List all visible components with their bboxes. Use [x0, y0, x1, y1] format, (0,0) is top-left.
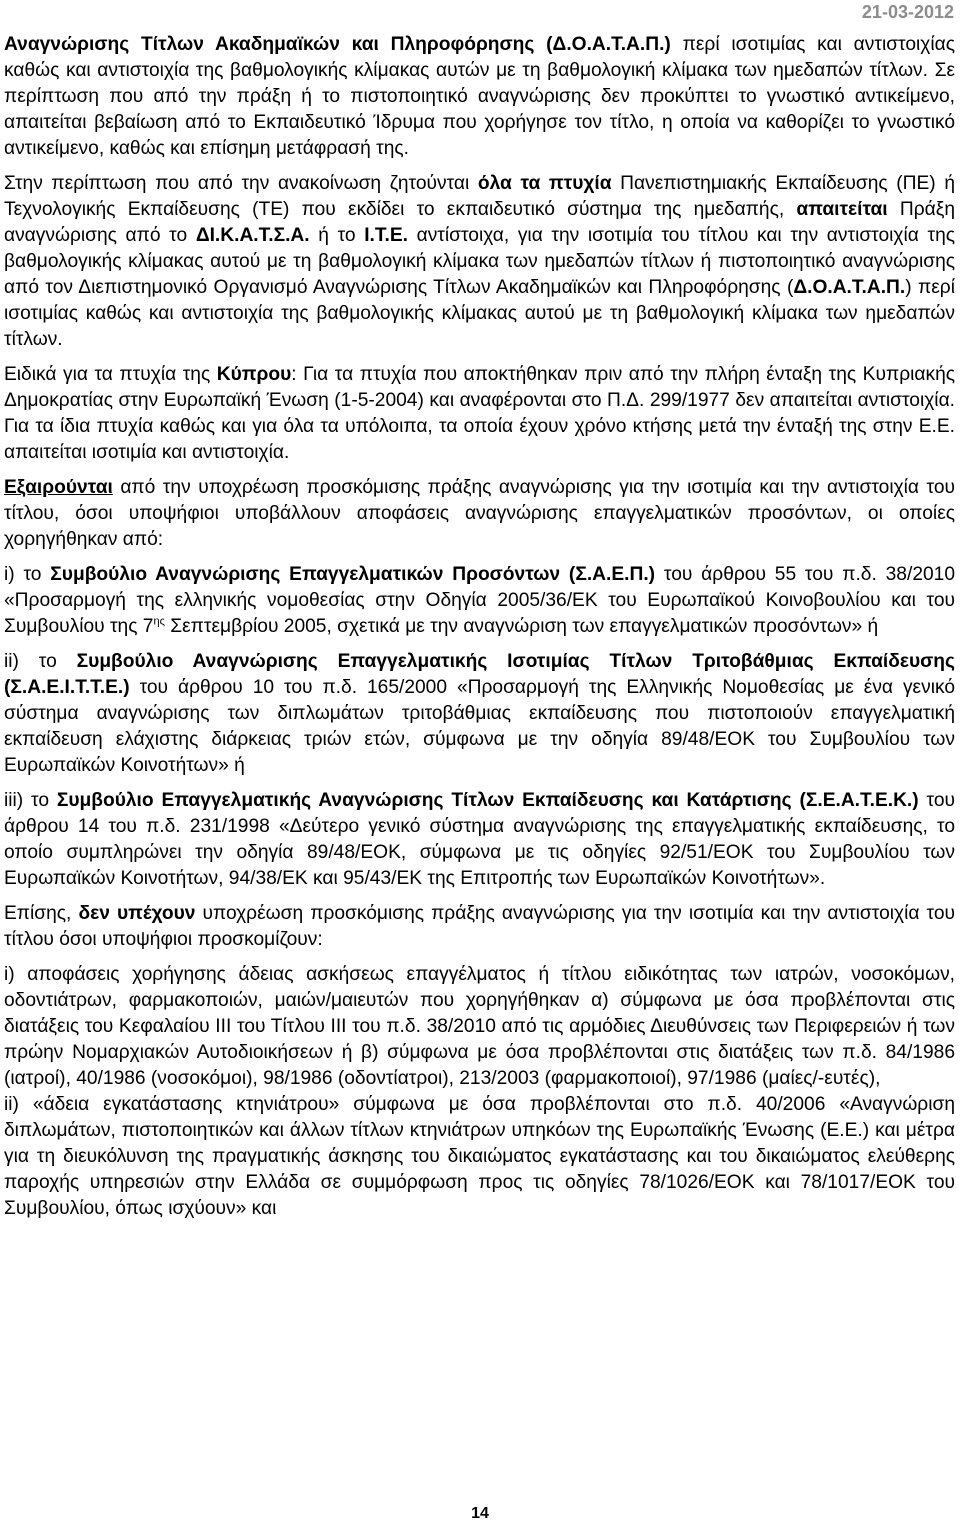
paragraph-text: Σεπτεμβρίου 2005, σχετικά με την αναγνώριση των επαγγελματικών προσόντων» ή [164, 616, 879, 637]
emphasis-exempted: Εξαιρούνται [4, 477, 113, 498]
paragraph-text: i) το [4, 564, 51, 585]
emphasis-saep: Συμβούλιο Αναγνώρισης Επαγγελματικών Προσόντων (Σ.Α.Ε.Π.) [50, 564, 656, 585]
paragraph-text: υποχρέωση προσκόμισης πράξης αναγνώρισης για την ισοτιμία και την αντιστοιχία του τίτλου όσοι υποψήφιοι προσκομίζουν: [4, 903, 955, 950]
emphasis-required: απαιτείται [796, 199, 888, 220]
paragraph-text: ή το [309, 225, 365, 246]
emphasis-saeitte: Συμβούλιο Αναγνώρισης Επαγγελματικής Ισοτιμίας Τίτλων Τριτοβάθμιας Εκπαίδευσης (Σ.Α.Ε.Ι.Τ.Τ.Ε.) [4, 651, 955, 698]
list-item-veterinary-licence: ii) «άδεια εγκατάστασης κτηνιάτρου» σύμφωνα με όσα προβλέπονται στο π.δ. 40/2006 «Αναγνώριση διπλωμάτων, πιστοποιητικών και άλλων τίτλων κτηνιάτρων υπηκόων της Ευρωπαϊκής Ένωσης (Ε.Ε.) και μέτρα για τη διευκόλυνση της πραγματικής άσκησης του δικαιώματος εγκατάστασης και του δικαιώματος ελεύθερης παροχής υπηρεσιών στην Ελλάδα σε συμμόρφωση προς τις οδηγίες 78/1026/ΕΟΚ και 78/1017/ΕΟΚ του Συμβουλίου, όπως ισχύουν» και [4, 1094, 955, 1219]
emphasis-all-degrees: όλα τα πτυχία [477, 173, 612, 194]
paragraph-text: Πανεπιστημιακής Εκπαίδευσης (ΠΕ) ή Τεχνολογικής Εκπαίδευσης (ΤΕ) που εκδίδει το εκπαιδευτικό σύστημα της ημεδαπής, [4, 173, 955, 220]
paragraph-text: Επίσης, [4, 903, 79, 924]
header-date: 21-03-2012 [861, 2, 954, 22]
paragraph-text: ii) το [4, 651, 77, 672]
paragraph-also-exempt [4, 901, 955, 953]
emphasis-seatek: Συμβούλιο Επαγγελματικής Αναγνώρισης Τίτλων Εκπαίδευσης και Κατάρτισης (Σ.Ε.Α.Τ.Ε.Κ.) [56, 790, 919, 811]
page-number: 14 [471, 1505, 489, 1522]
paragraph-text: του άρθρου 10 του π.δ. 165/2000 «Προσαρμογή της Ελληνικής Νομοθεσίας με ένα γενικό σύστημα αναγνώρισης των διπλωμάτων τριτοβάθμιας εκπαίδευσης που πιστοποιούν επαγγελματική εκπαίδευση ελάχιστης διάρκειας τριών ετών, σύμφωνα με την οδηγία 89/48/ΕΟΚ του Συμβουλίου των Ευρωπαϊκών Κοινοτήτων» ή [4, 677, 955, 776]
list-item-health-licences: i) αποφάσεις χορήγησης άδειας ασκήσεως επαγγέλματος ή τίτλου ειδικότητας των ιατρών, νοσοκόμων, οδοντιάτρων, φαρμακοποιών, μαιών/μαιευτών που χορηγήθηκαν α) σύμφωνα με όσα προβλέπονται στις διατάξεις του Κεφαλαίου ΙΙΙ του Τίτλου ΙΙΙ του π.δ. 38/2010 από τις αρμόδιες Διευθύνσεις των Περιφερειών ή των πρώην Νομαρχιακών Αυτοδιοικήσεων ή β) σύμφωνα με όσα προβλέπονται στις διατάξεις των π.δ. 84/1986 (ιατροί), 40/1986 (νοσοκόμοι), 98/1986 (οδοντίατροι), 213/2003 (φαρμακοποιοί), 97/1986 (μαίες/-ευτές), [4, 964, 955, 1089]
paragraph-text: : Για τα πτυχία που αποκτήθηκαν πριν από την πλήρη ένταξη της Κυπριακής Δημοκρατίας στην Ευρωπαϊκή Ένωση (1-5-2004) και αναφέρονται στο Π.Δ. 299/1977 δεν απαιτείται αντιστοιχία. Για τα ίδια πτυχία καθώς και για όλα τα υπόλοιπα, τα οποία έχουν χρόνο κτήσης μετά την ένταξή της στην Ε.Ε. απαιτείται ισοτιμία και αντιστοιχία. [4, 364, 955, 463]
document-body [4, 32, 955, 1231]
paragraph-doatap-continuation [4, 32, 955, 162]
paragraph-text: από την υποχρέωση προσκόμισης πράξης αναγνώρισης για την ισοτιμία και την αντιστοιχία του τίτλου, όσοι υποψήφιοι υποβάλλουν αποφάσεις αναγνώρισης επαγγελματικών προσόντων, οι οποίες χορηγήθηκαν από: [4, 477, 955, 550]
paragraph-text: Πράξη αναγνώρισης από το [4, 199, 955, 246]
list-item-saeitte [4, 649, 955, 779]
paragraph-exemptions [4, 475, 955, 553]
emphasis-ite: Ι.Τ.Ε. [364, 225, 408, 246]
paragraph-text: Ειδικά για τα πτυχία της [4, 364, 217, 385]
emphasis-doatap: Δ.Ο.Α.Τ.Α.Π. [793, 277, 906, 298]
emphasis-cyprus: Κύπρου [216, 364, 292, 385]
paragraph-text: του άρθρου 55 του π.δ. 38/2010 «Προσαρμογή της ελληνικής νομοθεσίας στην Οδηγία 2005/36/ΕΚ του Ευρωπαϊκού Κοινοβουλίου και του Συμβουλίου της 7 [4, 564, 955, 637]
list-item-seatek [4, 788, 955, 892]
paragraph-text: αντίστοιχα, για την ισοτιμία του τίτλου και την αντιστοιχία της βαθμολογικής κλίμακας αυτού με τη βαθμολογική κλίμακα των ημεδαπών τίτλων ή πιστοποιητικό αναγνώρισης από τον Διεπιστημονικό Οργανισμό Αναγνώρισης Τίτλων Ακαδημαϊκών και Πληροφόρησης ( [4, 225, 955, 298]
paragraph-text: περί ισοτιμίας και αντιστοιχίας καθώς και αντιστοιχία της βαθμολογικής κλίμακας αυτών με τη βαθμολογική κλίμακα των ημεδαπών τίτλων. Σε περίπτωση που από την πράξη ή το πιστοποιητικό αναγνώρισης δεν προκύπτει το γνωστικό αντικείμενο, απαιτείται βεβαίωση από το Εκπαιδευτικό Ίδρυμα που χορήγησε τον τίτλο, η οποία να καθορίζει το γνωστικό αντικείμενο, καθώς και επίσημη μετάφρασή της. [4, 34, 955, 159]
paragraph-all-degrees [4, 171, 955, 353]
paragraph-text: του άρθρου 14 του π.δ. 231/1998 «Δεύτερο γενικό σύστημα αναγνώρισης της επαγγελματικής εκπαίδευσης, το οποίο συμπληρώνει την οδηγία 89/48/ΕΟΚ, σύμφωνα με τις οδηγίες 92/51/ΕΟΚ του Συμβουλίου των Ευρωπαϊκών Κοινοτήτων, 94/38/ΕΚ και 95/43/ΕΚ της Επιτροπής των Ευρωπαϊκών Κοινοτήτων». [4, 790, 955, 889]
list-item-saep [4, 562, 955, 640]
emphasis-not-obliged: δεν υπέχουν [78, 903, 196, 924]
doatap-name: Αναγνώρισης Τίτλων Ακαδημαϊκών και Πληροφόρησης (Δ.Ο.Α.Τ.Α.Π.) [4, 34, 671, 55]
paragraph-text: iii) το [4, 790, 57, 811]
paragraph-cyprus [4, 362, 955, 466]
ordinal-superscript: ης [153, 615, 165, 628]
paragraph-text: ) περί ισοτιμίας καθώς και αντιστοιχία της βαθμολογικής κλίμακας αυτού με τη βαθμολογική κλίμακα των ημεδαπών τίτλων. [4, 277, 955, 350]
paragraph-text: Στην περίπτωση που από την ανακοίνωση ζητούνται [4, 173, 478, 194]
emphasis-dikatsa: ΔΙ.Κ.Α.Τ.Σ.Α. [195, 225, 310, 246]
